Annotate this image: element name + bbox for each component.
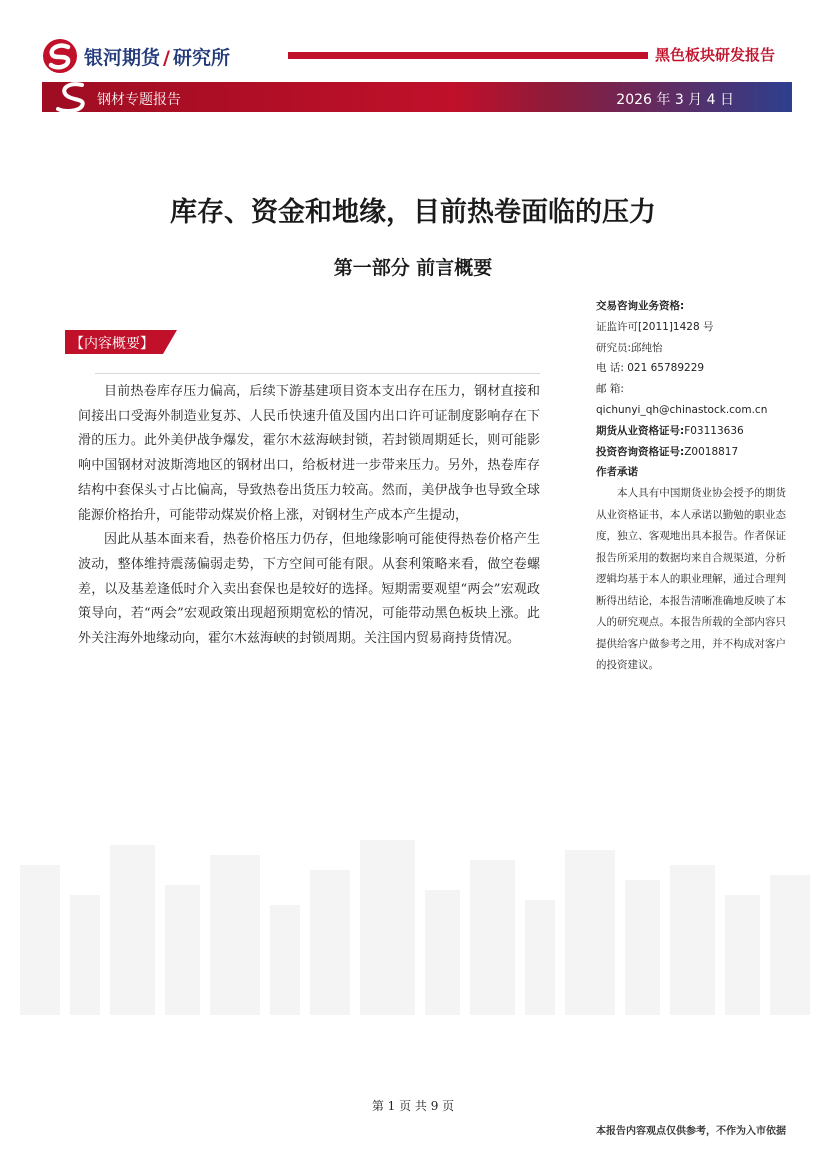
footer-disclaimer: 本报告内容观点仅供参考，不作为入市依据 bbox=[596, 1126, 786, 1137]
invest-cert-value: Z0018817 bbox=[684, 445, 739, 458]
brand-department: 研究所 bbox=[172, 46, 230, 69]
email-value[interactable]: qichunyi_qh@chinastock.com.cn bbox=[596, 403, 768, 416]
futures-cert-row bbox=[596, 421, 786, 442]
summary-tag bbox=[65, 330, 177, 354]
skyline-watermark bbox=[0, 825, 826, 1015]
futures-cert-label: 期货从业资格证号: bbox=[596, 424, 685, 437]
qualification-label: 交易咨询业务资格: bbox=[596, 300, 685, 312]
analyst-label: 研究员: bbox=[596, 341, 632, 354]
band-swoosh-icon bbox=[42, 82, 102, 112]
report-date: 2026 年 3 月 4 日 bbox=[616, 92, 734, 108]
page-number: 第 1 页 共 9 页 bbox=[371, 1099, 455, 1113]
summary-divider bbox=[95, 373, 540, 374]
analyst-row bbox=[596, 338, 786, 359]
brand-name: 银河期货 bbox=[84, 46, 161, 69]
phone-value: 021 65789229 bbox=[627, 362, 705, 375]
report-title: 库存、资金和地缘，目前热卷面临的压力 bbox=[170, 197, 656, 228]
galaxy-logo-icon bbox=[42, 38, 78, 74]
header-red-rule bbox=[288, 52, 648, 59]
email-label: 邮 箱: bbox=[596, 383, 624, 396]
commitment-label: 作者承诺 bbox=[596, 466, 638, 479]
phone-row bbox=[596, 358, 786, 379]
summary-tag-label: 【内容概要】 bbox=[70, 336, 154, 352]
summary-paragraph: 因此从基本面来看，热卷价格压力仍存，但地缘影响可能使得热卷价格产生波动，整体维持震荡偏弱走势，下方空间可能有限。从套利策略来看，做空卷螺差，以及基差逢低时介入卖出套保也是较好的选择。短期需要观望“两会”宏观政策导向，若“两会”宏观政策出现超预期宽松的情况，可能带动黑色板块上涨。此外关注海外地缘动向，霍尔木兹海峡的封锁周期。关注国内贸易商持货情况。 bbox=[78, 532, 540, 647]
series-title: 黑色板块研发报告 bbox=[655, 46, 776, 64]
summary-body bbox=[78, 380, 540, 652]
brand-text bbox=[84, 43, 230, 70]
commitment-text: 本人具有中国期货业协会授予的期货从业资格证书，本人承诺以勤勉的职业态度，独立、客观地出具本报告。作者保证报告所采用的数据均来自合规渠道，分析逻辑均基于本人的职业理解，通过合理判断得出结论，本报告清晰准确地反映了本人的研究观点。本报告所载的全部内容只提供给客户做参考之用，并不构成对客户的投资建议。 bbox=[596, 487, 786, 672]
phone-label: 电 话: bbox=[596, 362, 624, 375]
brand-slash: / bbox=[163, 46, 170, 69]
qualification-value: 证监许可[2011]1428 号 bbox=[596, 320, 714, 333]
company-logo bbox=[42, 38, 230, 74]
analyst-sidebar bbox=[596, 296, 786, 677]
analyst-name: 邱纯怡 bbox=[631, 341, 663, 354]
summary-paragraph: 目前热卷库存压力偏高，后续下游基建项目资本支出存在压力，钢材直接和间接出口受海外制造业复苏、人民币快速升值及国内出口许可证制度影响存在下滑的压力。此外美伊战争爆发，霍尔木兹海峡封锁，若封锁周期延长，则可能影响中国钢材对波斯湾地区的钢材出口，给板材进一步带来压力。另外，热卷库存结构中套保头寸占比偏高，导致热卷出货压力较高。然而，美伊战争也导致全球能源价格抬升，可能带动煤炭价格上涨，对钢材生产成本产生提动， bbox=[78, 384, 540, 523]
section-title: 第一部分 前言概要 bbox=[333, 257, 493, 279]
report-type: 钢材专题报告 bbox=[97, 92, 181, 108]
invest-cert-row bbox=[596, 442, 786, 463]
invest-cert-label: 投资咨询资格证号: bbox=[596, 445, 685, 458]
header-band bbox=[42, 82, 792, 112]
futures-cert-value: F03113636 bbox=[684, 424, 744, 437]
